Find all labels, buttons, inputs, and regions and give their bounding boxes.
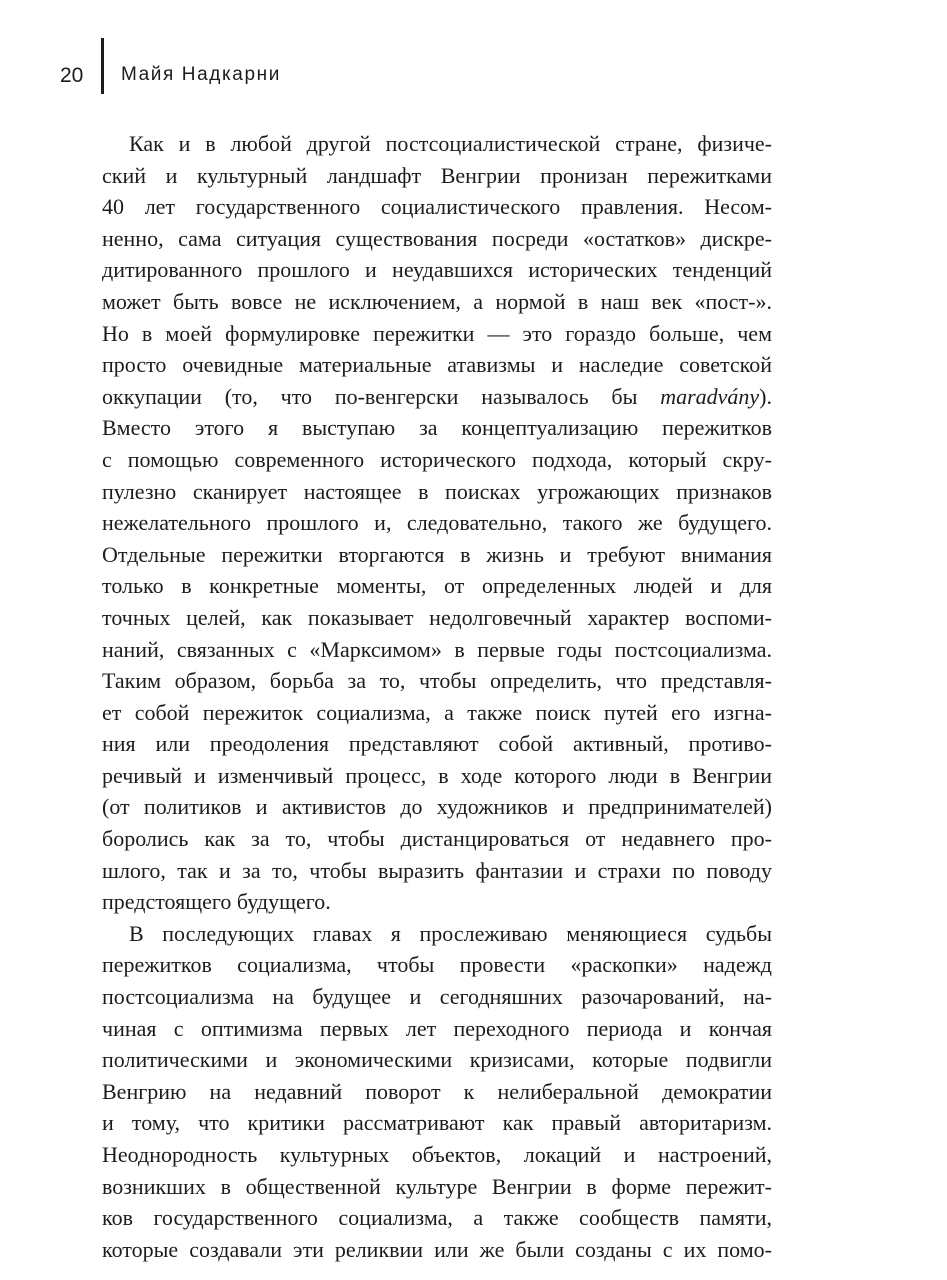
text-line: шлого, так и за то, чтобы выразить фантазии и страхи по поводу <box>102 857 772 883</box>
text-line: Таким образом, борьба за то, чтобы определить, что представля- <box>102 668 772 694</box>
body-text <box>102 128 772 1265</box>
text-line: просто очевидные материальные атавизмы и наследие советской <box>102 352 772 378</box>
italic-term: maradvány <box>660 383 760 409</box>
text-line-with-italic <box>102 381 772 413</box>
text-fragment: ). <box>759 383 772 409</box>
text-fragment: оккупации (то, что по-венгерски называлось бы <box>102 383 661 409</box>
text-line: чиная с оптимизма первых лет переходного периода и кончая <box>102 1015 772 1041</box>
text-line: пережитков социализма, чтобы провести «раскопки» надежд <box>102 952 772 978</box>
text-line: политическими и экономическими кризисами, которые подвигли <box>102 1047 772 1073</box>
text-line: боролись как за то, чтобы дистанцироваться от недавнего про- <box>102 826 772 852</box>
text-line: ненно, сама ситуация существования посреди «остатков» дискре- <box>102 225 772 251</box>
text-line: пулезно сканирует настоящее в поисках угрожающих признаков <box>102 478 772 504</box>
text-line: дитированного прошлого и неудавшихся исторических тенденций <box>102 257 772 283</box>
text-line: возникших в общественной культуре Венгрии в форме пережит- <box>102 1173 772 1199</box>
text-line: с помощью современного исторического подхода, который скру- <box>102 446 772 472</box>
text-line: 40 лет государственного социалистического правления. Несом- <box>102 194 772 220</box>
text-line: Как и в любой другой постсоциалистической стране, физиче- <box>129 131 772 156</box>
text-line: Отдельные пережитки вторгаются в жизнь и требуют внимания <box>102 541 772 567</box>
text-line: (от политиков и активистов до художников и предпринимателей) <box>102 794 772 820</box>
text-line: речивый и изменчивый процесс, в ходе которого люди в Венгрии <box>102 762 772 788</box>
text-line: Венгрию на недавний поворот к нелиберальной демократии <box>102 1078 772 1104</box>
text-line: Но в моей формулировке пережитки — это гораздо больше, чем <box>102 320 772 346</box>
text-line: ский и культурный ландшафт Венгрии пронизан пережитками <box>102 162 772 188</box>
header-divider <box>101 38 104 94</box>
text-line: Неоднородность культурных объектов, локаций и настроений, <box>102 1142 772 1167</box>
text-line: Вместо этого я выступаю за концептуализацию пережитков <box>102 415 772 441</box>
text-line: ет собой пережиток социализма, а также поиск путей его изгна- <box>102 699 772 725</box>
text-line: ния или преодоления представляют собой активный, противо- <box>102 731 772 757</box>
text-line: предстоящего будущего. <box>102 889 331 915</box>
running-head-author: Майя Надкарни <box>121 64 281 85</box>
page-number: 20 <box>60 64 84 87</box>
text-line: В последующих главах я прослеживаю меняющиеся судьбы <box>129 920 772 946</box>
text-line: точных целей, как показывает недолговечный характер воспоми- <box>102 604 772 630</box>
text-line: нежелательного прошлого и, следовательно, такого же будущего. <box>102 510 772 536</box>
text-line: только в конкретные моменты, от определенных людей и для <box>102 573 772 599</box>
text-line: наний, связанных с «Марксимом» в первые годы постсоциализма. <box>102 636 772 662</box>
page-header <box>0 38 947 94</box>
text-line: и тому, что критики рассматривают как правый авторитаризм. <box>102 1110 772 1136</box>
text-line: которые создавали эти реликвии или же были созданы с их помо- <box>102 1236 772 1262</box>
text-line: постсоциализма на будущее и сегодняшних разочарований, на- <box>102 984 772 1010</box>
text-line: может быть вовсе не исключением, а нормой в наш век «пост-». <box>102 288 772 314</box>
text-line: ков государственного социализма, а также сообществ памяти, <box>102 1205 772 1231</box>
